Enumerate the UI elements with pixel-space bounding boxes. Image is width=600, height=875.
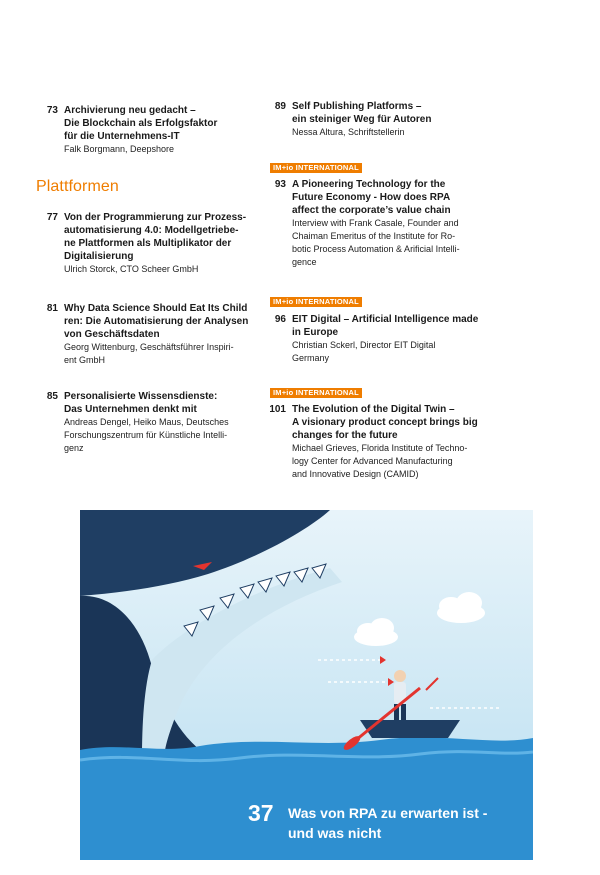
entry-title-line: Das Unternehmen denkt mit: [64, 404, 197, 415]
section-badge-international: IM+io INTERNATIONAL: [270, 388, 362, 398]
entry-author-line: botic Process Automation & Arificial Intelli-: [292, 244, 460, 254]
entry-title-line: Archivierung neu gedacht –: [64, 105, 196, 116]
entry-author-line: Chaiman Emeritus of the Institute for Ro-: [292, 231, 456, 241]
entry-author-line: Georg Wittenburg, Geschäftsführer Inspiri-: [64, 342, 234, 352]
entry-title-line: ein steiniger Weg für Autoren: [292, 114, 432, 125]
section-title-plattformen: Plattformen: [36, 178, 119, 195]
page-number: 101: [269, 404, 286, 415]
entry-author-line: gence: [292, 257, 317, 267]
rower-leg: [401, 704, 406, 720]
entry-title-line: EIT Digital – Artificial Intelligence made: [292, 314, 479, 325]
entry-title-line: in Europe: [292, 327, 339, 338]
section-badge-international: IM+io INTERNATIONAL: [270, 297, 362, 307]
entry-author-line: Ulrich Storck, CTO Scheer GmbH: [64, 264, 199, 274]
page-number: 93: [274, 179, 286, 190]
entry-title-line: Die Blockchain als Erfolgsfaktor: [64, 118, 218, 129]
entry-author-line: Andreas Dengel, Heiko Maus, Deutsches: [64, 417, 229, 427]
entry-title-line: ren: Die Automatisierung der Analysen: [64, 316, 249, 327]
entry-title-line: A Pioneering Technology for the: [292, 179, 446, 190]
entry-title-line: Why Data Science Should Eat Its Child: [64, 303, 248, 314]
feature-title-line: und was nicht: [288, 825, 382, 841]
entry-title-line: The Evolution of the Digital Twin –: [292, 404, 455, 415]
entry-author-line: Christian Sckerl, Director EIT Digital: [292, 340, 436, 350]
entry-author-line: Falk Borgmann, Deepshore: [64, 144, 175, 154]
section-badge-international: IM+io INTERNATIONAL: [270, 163, 362, 173]
entry-author-line: Michael Grieves, Florida Institute of Techno-: [292, 443, 468, 453]
entry-author-line: ent GmbH: [64, 355, 106, 365]
entry-title-line: Digitalisierung: [64, 251, 134, 262]
entry-title-line: ne Plattformen als Multiplikator der: [64, 238, 232, 249]
page-number: 96: [274, 314, 286, 325]
page-number: 85: [46, 391, 58, 402]
entry-title-line: Von der Programmierung zur Prozess-: [64, 212, 247, 223]
feature-title-line: Was von RPA zu erwarten ist -: [288, 805, 488, 821]
entry-title-line: affect the corporate’s value chain: [292, 205, 451, 216]
entry-author-line: and Innovative Design (CAMID): [292, 469, 419, 479]
entry-author-line: Nessa Altura, Schriftstellerin: [292, 127, 405, 137]
entry-author-line: Forschungszentrum für Künstliche Intelli-: [64, 430, 228, 440]
entry-author-line: Interview with Frank Casale, Founder and: [292, 218, 459, 228]
entry-author-line: genz: [64, 443, 84, 453]
entry-author-line: Germany: [292, 353, 330, 363]
entry-title-line: Personalisierte Wissensdienste:: [64, 391, 218, 402]
entry-title-line: changes for the future: [292, 430, 398, 441]
entry-title-line: A visionary product concept brings big: [292, 417, 478, 428]
entry-title-line: von Geschäftsdaten: [64, 329, 160, 340]
page-number: 81: [46, 303, 58, 314]
page-number: 77: [46, 212, 58, 223]
feature-page-number: 37: [248, 800, 274, 826]
feature-illustration[interactable]: [80, 510, 533, 860]
entry-title-line: für die Unternehmens-IT: [64, 131, 180, 142]
entry-author-line: logy Center for Advanced Manufacturing: [292, 456, 453, 466]
entry-title-line: Self Publishing Platforms –: [292, 101, 422, 112]
page-number: 89: [274, 101, 286, 112]
entry-title-line: automatisierung 4.0: Modellgetriebe-: [64, 225, 239, 236]
entry-title-line: Future Economy - How does RPA: [292, 192, 451, 203]
rower-head: [394, 670, 406, 682]
page-number: 73: [46, 105, 58, 116]
